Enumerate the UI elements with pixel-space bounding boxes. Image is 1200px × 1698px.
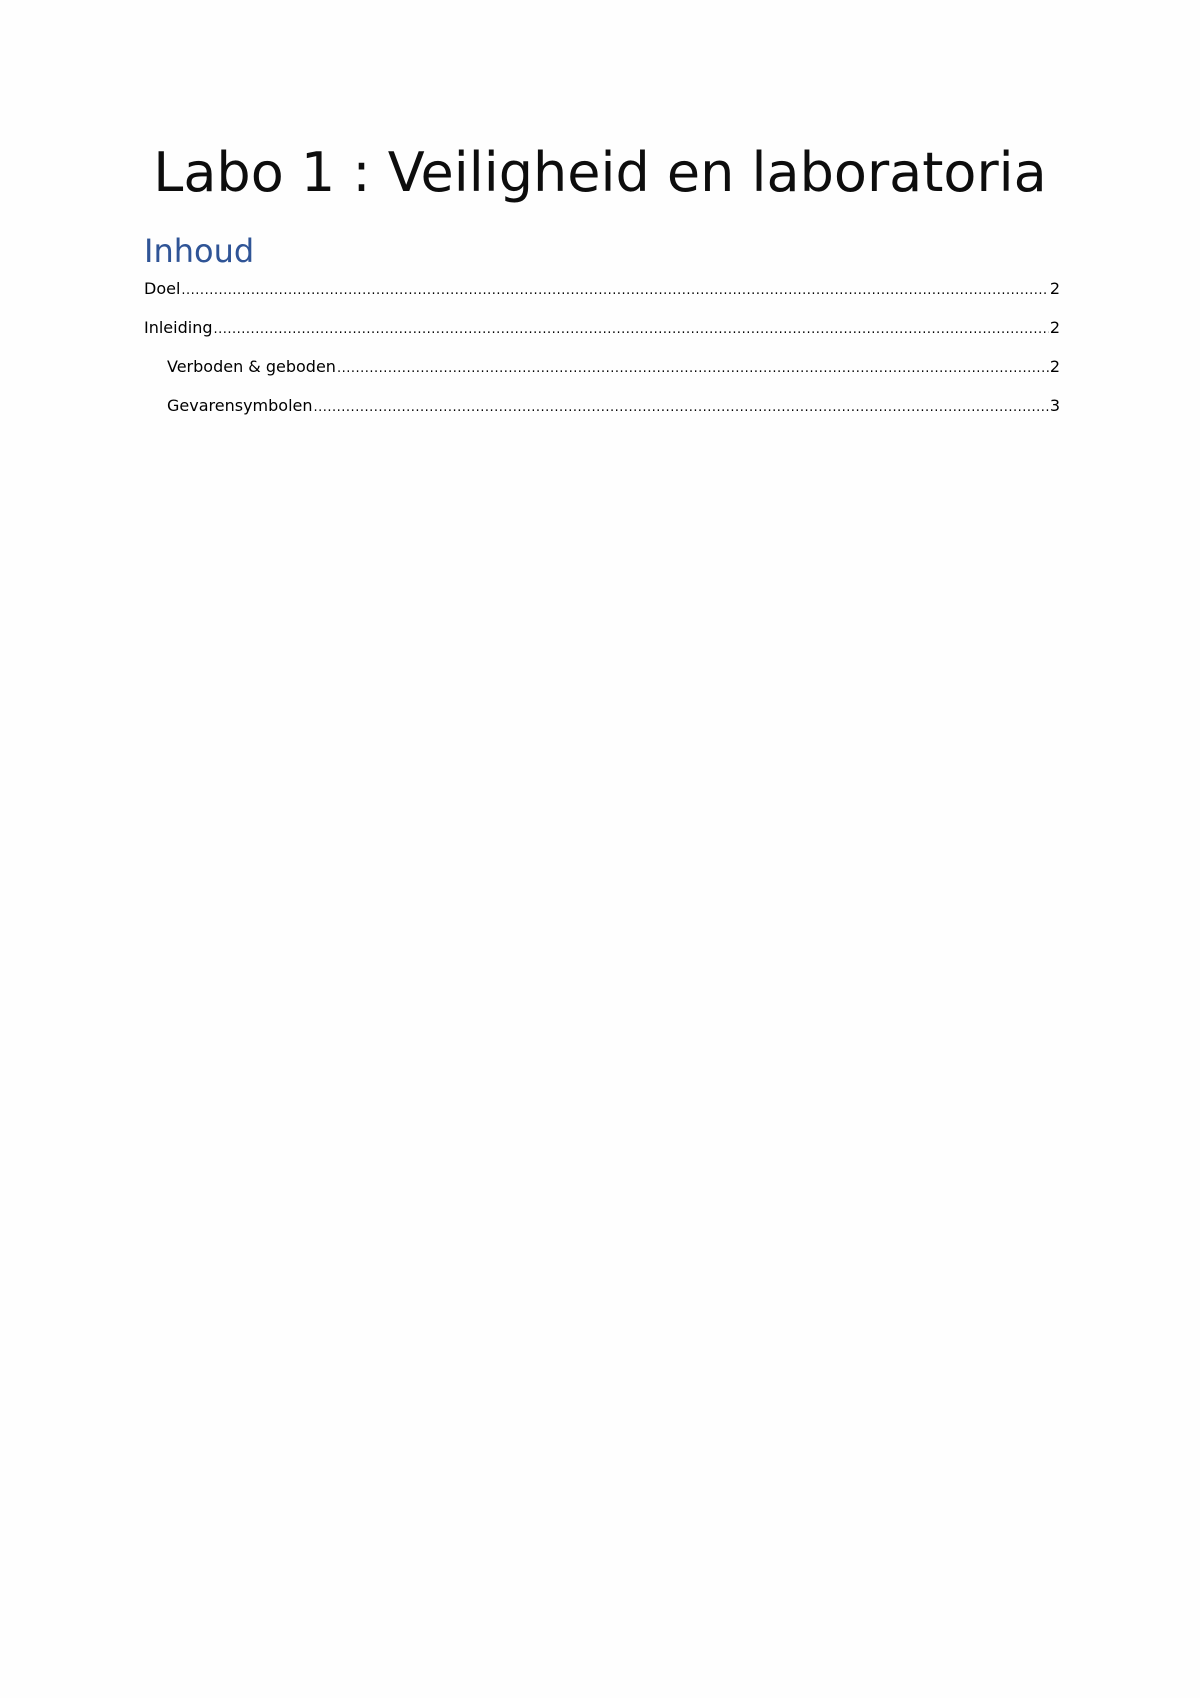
toc-page-number: 3 — [1049, 396, 1060, 415]
toc-heading: Inhoud — [144, 232, 255, 270]
toc-entry-gevarensymbolen[interactable] — [144, 393, 1060, 432]
document-title: Labo 1 : Veiligheid en laboratoria — [153, 141, 1047, 204]
toc-dot-leader — [214, 317, 1049, 343]
toc-entry-text: Verboden & geboden — [167, 357, 336, 376]
toc-dot-leader — [181, 278, 1048, 304]
table-of-contents — [144, 276, 1060, 432]
toc-entry-text: Gevarensymbolen — [167, 396, 313, 415]
toc-page-number: 2 — [1049, 279, 1060, 298]
toc-page-number: 2 — [1049, 318, 1060, 337]
toc-dot-leader — [314, 395, 1049, 421]
toc-entry-text: Doel — [144, 279, 181, 298]
toc-entry-verboden-geboden[interactable] — [144, 354, 1060, 393]
toc-entry-inleiding[interactable] — [144, 315, 1060, 354]
toc-entry-text: Inleiding — [144, 318, 213, 337]
toc-page-number: 2 — [1049, 357, 1060, 376]
toc-entry-doel[interactable] — [144, 276, 1060, 315]
toc-dot-leader — [337, 356, 1049, 382]
